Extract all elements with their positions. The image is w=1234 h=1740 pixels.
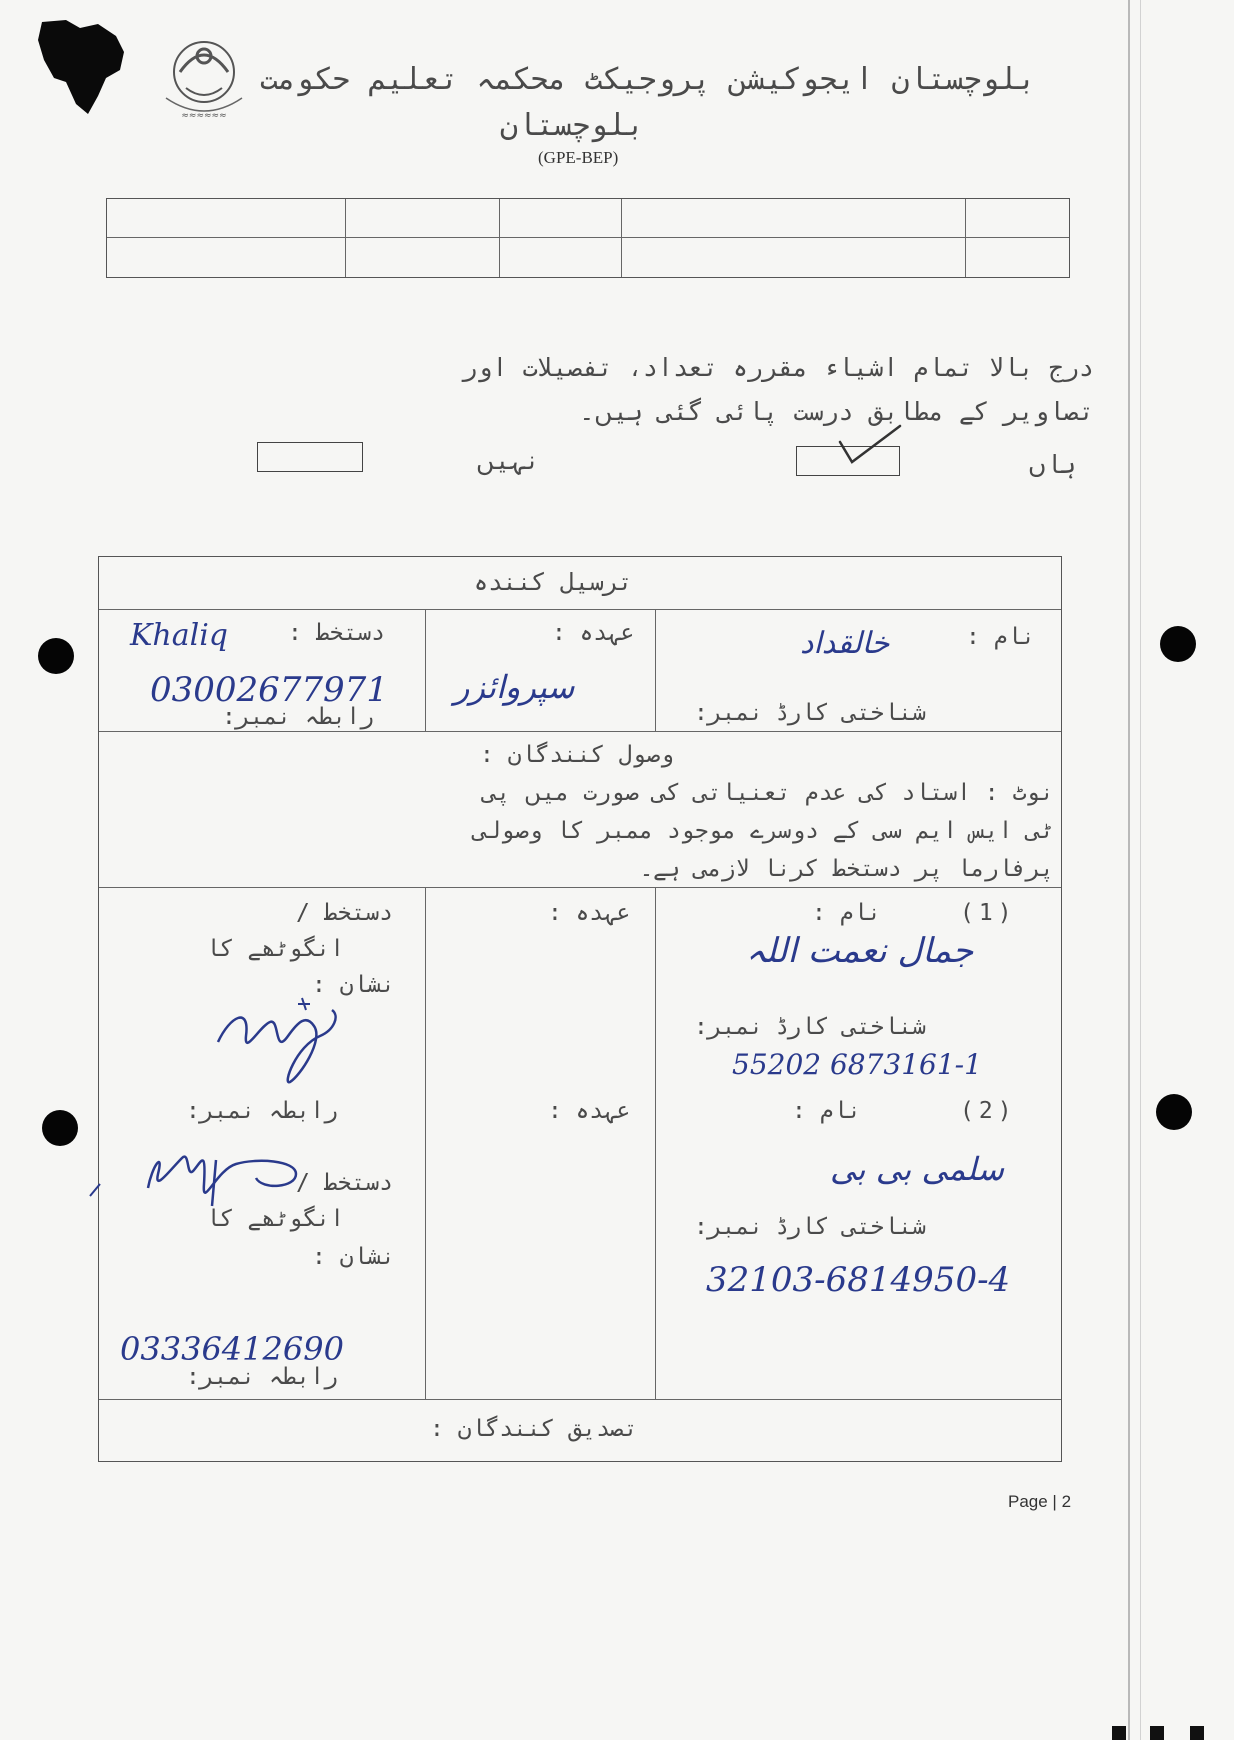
receiver-2-signature-label: دستخط / [296,1170,393,1196]
receiver-2-name-label: نام : [792,1098,862,1124]
yes-label: ہاں [1028,450,1077,479]
verification-statement [134,346,1094,434]
punch-hole [42,1110,78,1146]
receiver-1-cnic-label: شناختی کارڈ نمبر: [694,1014,926,1040]
receiver-1-thumb-label: انگوٹھے کا [206,936,345,962]
page-number: Page | 2 [1008,1492,1072,1511]
table-column-divider [345,199,346,277]
note-line: ٹی ایس ایم سی کے دوسرے موجود ممبر کا وصولی [473,818,1054,844]
receiver-1-name-label: نام : [812,900,882,926]
receiver-2-name-value: سلمی بی بی [830,1150,1005,1188]
statement-line: درج بالا تمام اشیاء مقررہ تعداد، تفصیلات اور [462,353,1094,382]
sender-signature-label: دستخط : [288,620,385,646]
org-code: (GPE-BEP) [538,148,619,167]
punch-hole [1156,1094,1192,1130]
receiver-2-index: (2) [960,1098,1017,1124]
table-column-divider [499,199,500,277]
punch-hole [1160,626,1196,662]
table-column-divider [965,199,966,277]
page-edge [1140,0,1141,1740]
receiver-1-cnic-value: 55202 6873161-1 [732,1048,982,1081]
receiver-2-contact-label: رابطہ نمبر: [186,1364,338,1390]
receiver-1-name-value: جمال نعمت اللہ [746,931,974,971]
receiver-2-cnic-value: 32103-6814950-4 [706,1260,1011,1300]
sender-name-value: خالقداد [800,626,890,661]
check-mark-icon [800,418,910,478]
table-column-divider [621,199,622,277]
govt-logo [148,28,260,124]
table-row-divider [99,609,1061,610]
svg-text:≈≈≈≈≈≈: ≈≈≈≈≈≈ [181,111,227,121]
statement-line: تصاویر کے مطابق درست پائی گئی ہیں۔ [579,397,1094,426]
sender-signature-value: Khaliq [130,618,229,653]
table-row-divider [107,237,1069,238]
receiver-2-signature [86,1140,326,1220]
receiver-1-index: (1) [960,900,1017,926]
org-title-province: بلوچستان [500,108,645,143]
scan-edge-mark [1190,1726,1204,1740]
receiver-1-mark-label: نشان : [312,972,396,998]
table-row-divider [99,1399,1061,1400]
table-column-divider [425,609,426,731]
sender-cnic-label: شناختی کارڈ نمبر: [694,700,926,726]
page-edge [1128,0,1130,1740]
verification-title: تصدیق کنندگان : [430,1416,638,1442]
org-title: بلوچستان ایجوکیشن پروجیکٹ محکمہ تعلیم حکومت [259,62,1036,97]
sender-designation-value: سپروائزر [454,668,575,706]
table-column-divider [655,887,656,1399]
no-label: نہیں [476,446,540,475]
receiver-1-signature-label: دستخط / [296,900,393,926]
note-line: نوٹ : استاد کی عدم تعنیاتی کی صورت میں پی [482,780,1054,806]
note-line: پرفارما پر دستخط کرنا لازمی ہے۔ [639,856,1054,882]
scan-edge-mark [1150,1726,1164,1740]
receiver-2-contact-value: 03336412690 [120,1330,344,1368]
table-row-divider [99,731,1061,732]
table-column-divider [425,887,426,1399]
receiver-1-signature [210,996,350,1086]
receiver-2-cnic-label: شناختی کارڈ نمبر: [694,1214,926,1240]
punch-hole [38,638,74,674]
sender-title: ترسیل کنندہ [474,568,633,596]
table-column-divider [655,609,656,731]
receiver-2-mark-label: نشان : [312,1244,396,1270]
items-table [106,198,1070,278]
receivers-title: وصول کنندگان : [480,742,674,768]
sender-name-label: نام : [966,624,1036,650]
scan-edge-mark [1112,1726,1126,1740]
receiver-2-thumb-label: انگوٹھے کا [206,1206,345,1232]
receiver-1-designation-label: عہدہ : [548,900,631,926]
sender-designation-label: عہدہ : [552,620,635,646]
sender-contact-label: رابطہ نمبر: [222,704,374,730]
sender-contact-value: 03002677971 [150,670,388,710]
receiver-2-designation-label: عہدہ : [548,1098,631,1124]
table-row-divider [99,887,1061,888]
no-checkbox[interactable] [257,442,363,472]
receiver-1-contact-label: رابطہ نمبر: [186,1098,338,1124]
ink-blot [36,18,128,118]
